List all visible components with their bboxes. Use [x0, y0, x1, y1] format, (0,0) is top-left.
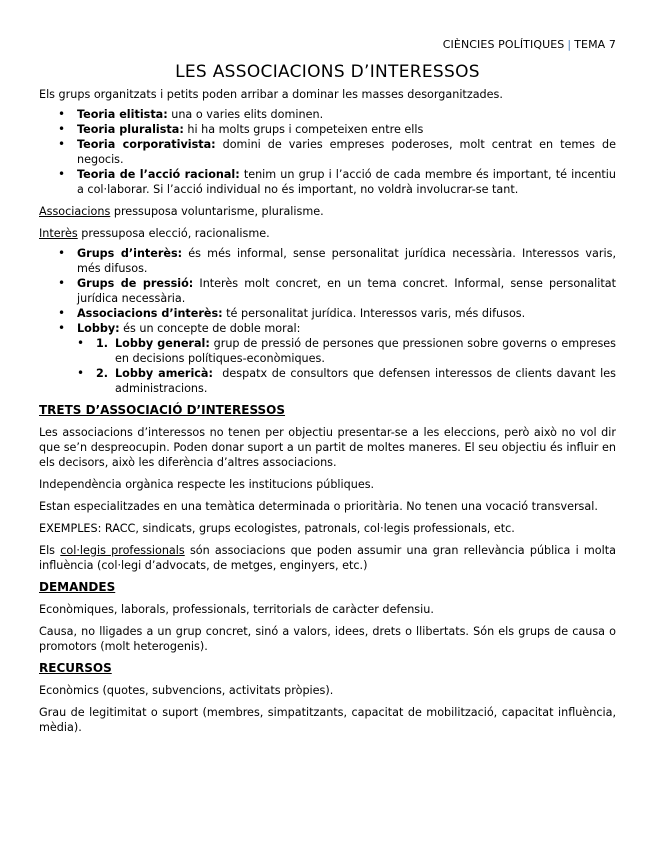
list-item [77, 321, 620, 396]
list-item-text: domini de varies empreses poderoses, molt centrat en temes de negocis. [77, 138, 617, 166]
numbered-item [96, 336, 616, 366]
list-item-text: hi ha molts grups i competeixen entre ells [183, 123, 424, 136]
list-item-term: Lobby americà: [115, 367, 213, 380]
associacions-term: Associacions [39, 205, 111, 218]
recursos-paragraph: Grau de legitimitat o suport (membres, simpatitzants, capacitat de mobilització, capacitat influència, mèdia). [39, 706, 616, 734]
page-title: LES ASSOCIACIONS D’INTERESSOS [175, 62, 480, 82]
list-item-term: Associacions d’interès: [77, 307, 223, 320]
teories-list [39, 107, 616, 197]
list-item-text: tenim un grup i l’acció de cada membre és important, té incentiu a col·laborar. Si l’acció individual no és important, no voldrà involucrar-se tant. [77, 168, 616, 196]
item-number: • 2. [96, 367, 109, 380]
text-fragment: són associacions que poden assumir una gran rellevància pública i molta influència (col·legi d’advocats, de metges, enginyers, etc.) [39, 544, 616, 572]
list-item [77, 276, 616, 306]
demandes-paragraph: Econòmiques, laborals, professionals, territorials de caràcter defensiu. [39, 603, 434, 616]
list-item-text: és més informal, sense personalitat jurídica necessària. Interessos varis, més difusos. [77, 247, 616, 275]
associacions-text: pressuposa voluntarisme, pluralisme. [110, 205, 324, 218]
list-item-term: Lobby general: [115, 337, 210, 350]
underlined-term: col·legis professionals [60, 544, 185, 557]
header-subject: CIÈNCIES POLÍTIQUES [442, 38, 565, 51]
trets-heading: TRETS D’ASSOCIACIÓ D’INTERESSOS [39, 403, 286, 417]
list-item-text: una o varies elits dominen. [167, 108, 324, 121]
list-item-term: Lobby: [77, 322, 120, 335]
list-item-term: Grups d’interès: [77, 247, 183, 260]
text-fragment: Els [39, 544, 61, 557]
list-item-text: té personalitat jurídica. Interessos varis, més difusos. [222, 307, 526, 320]
recursos-paragraph: Econòmics (quotes, subvencions, activitats pròpies). [39, 684, 334, 697]
recursos-heading: RECURSOS [39, 661, 112, 675]
list-item-text: despatx de consultors que defensen interessos de clients davant les administracions. [115, 367, 620, 395]
list-item-term: Teoria de l’acció racional: [77, 168, 240, 181]
numbered-item [96, 366, 620, 396]
trets-paragraph: EXEMPLES: RACC, sindicats, grups ecologistes, patronals, col·legis professionals, etc. [39, 522, 515, 535]
tipus-list [39, 246, 620, 396]
trets-paragraph [39, 543, 616, 573]
list-item [77, 167, 616, 197]
list-item [77, 137, 616, 167]
list-item-text: Interès molt concret, en un tema concret. Informal, sense personalitat jurídica necessària. [77, 277, 616, 305]
interes-paragraph [39, 226, 616, 241]
list-item-term: Teoria pluralista: [77, 123, 184, 136]
demandes-paragraph: Causa, no lligades a un grup concret, sinó a valors, idees, drets o llibertats. Són els grups de causa o promotors (molt heterogenis). [39, 625, 616, 653]
list-item [77, 107, 616, 122]
associacions-paragraph [39, 204, 616, 219]
interes-term: Interès [39, 227, 78, 240]
list-item [77, 306, 616, 321]
list-item-text: és un concepte de doble moral: [119, 322, 301, 335]
list-item [77, 122, 616, 137]
list-item-term: Teoria elitista: [77, 108, 168, 121]
intro-paragraph: Els grups organitzats i petits poden arribar a dominar les masses desorganitzades. [39, 88, 503, 101]
header-separator: | [567, 38, 572, 51]
list-item [77, 246, 616, 276]
trets-paragraph: Independència orgànica respecte les institucions públiques. [39, 478, 375, 491]
lobby-list [77, 336, 620, 396]
list-item-term: Grups de pressió: [77, 277, 194, 290]
interes-text: pressuposa elecció, racionalisme. [77, 227, 270, 240]
demandes-heading: DEMANDES [39, 580, 116, 594]
item-number: • 1. [96, 337, 109, 350]
trets-paragraph: Les associacions d’interessos no tenen per objectiu presentar-se a les eleccions, però això no vol dir que se’n despreocupin. Poden donar suport a un partit de moltes maneres. El seu objectiu és influir en els decisors, això les diferència d’altres associacions. [39, 426, 616, 469]
list-item-text: grup de pressió de persones que pressionen sobre governs o empreses en decisions polítiques-econòmiques. [115, 337, 616, 365]
page-header [39, 0, 616, 52]
trets-paragraph: Estan especialitzades en una temàtica determinada o prioritària. No tenen una vocació transversal. [39, 500, 598, 513]
list-item-term: Teoria corporativista: [77, 138, 216, 151]
header-tema: TEMA 7 [574, 38, 616, 51]
